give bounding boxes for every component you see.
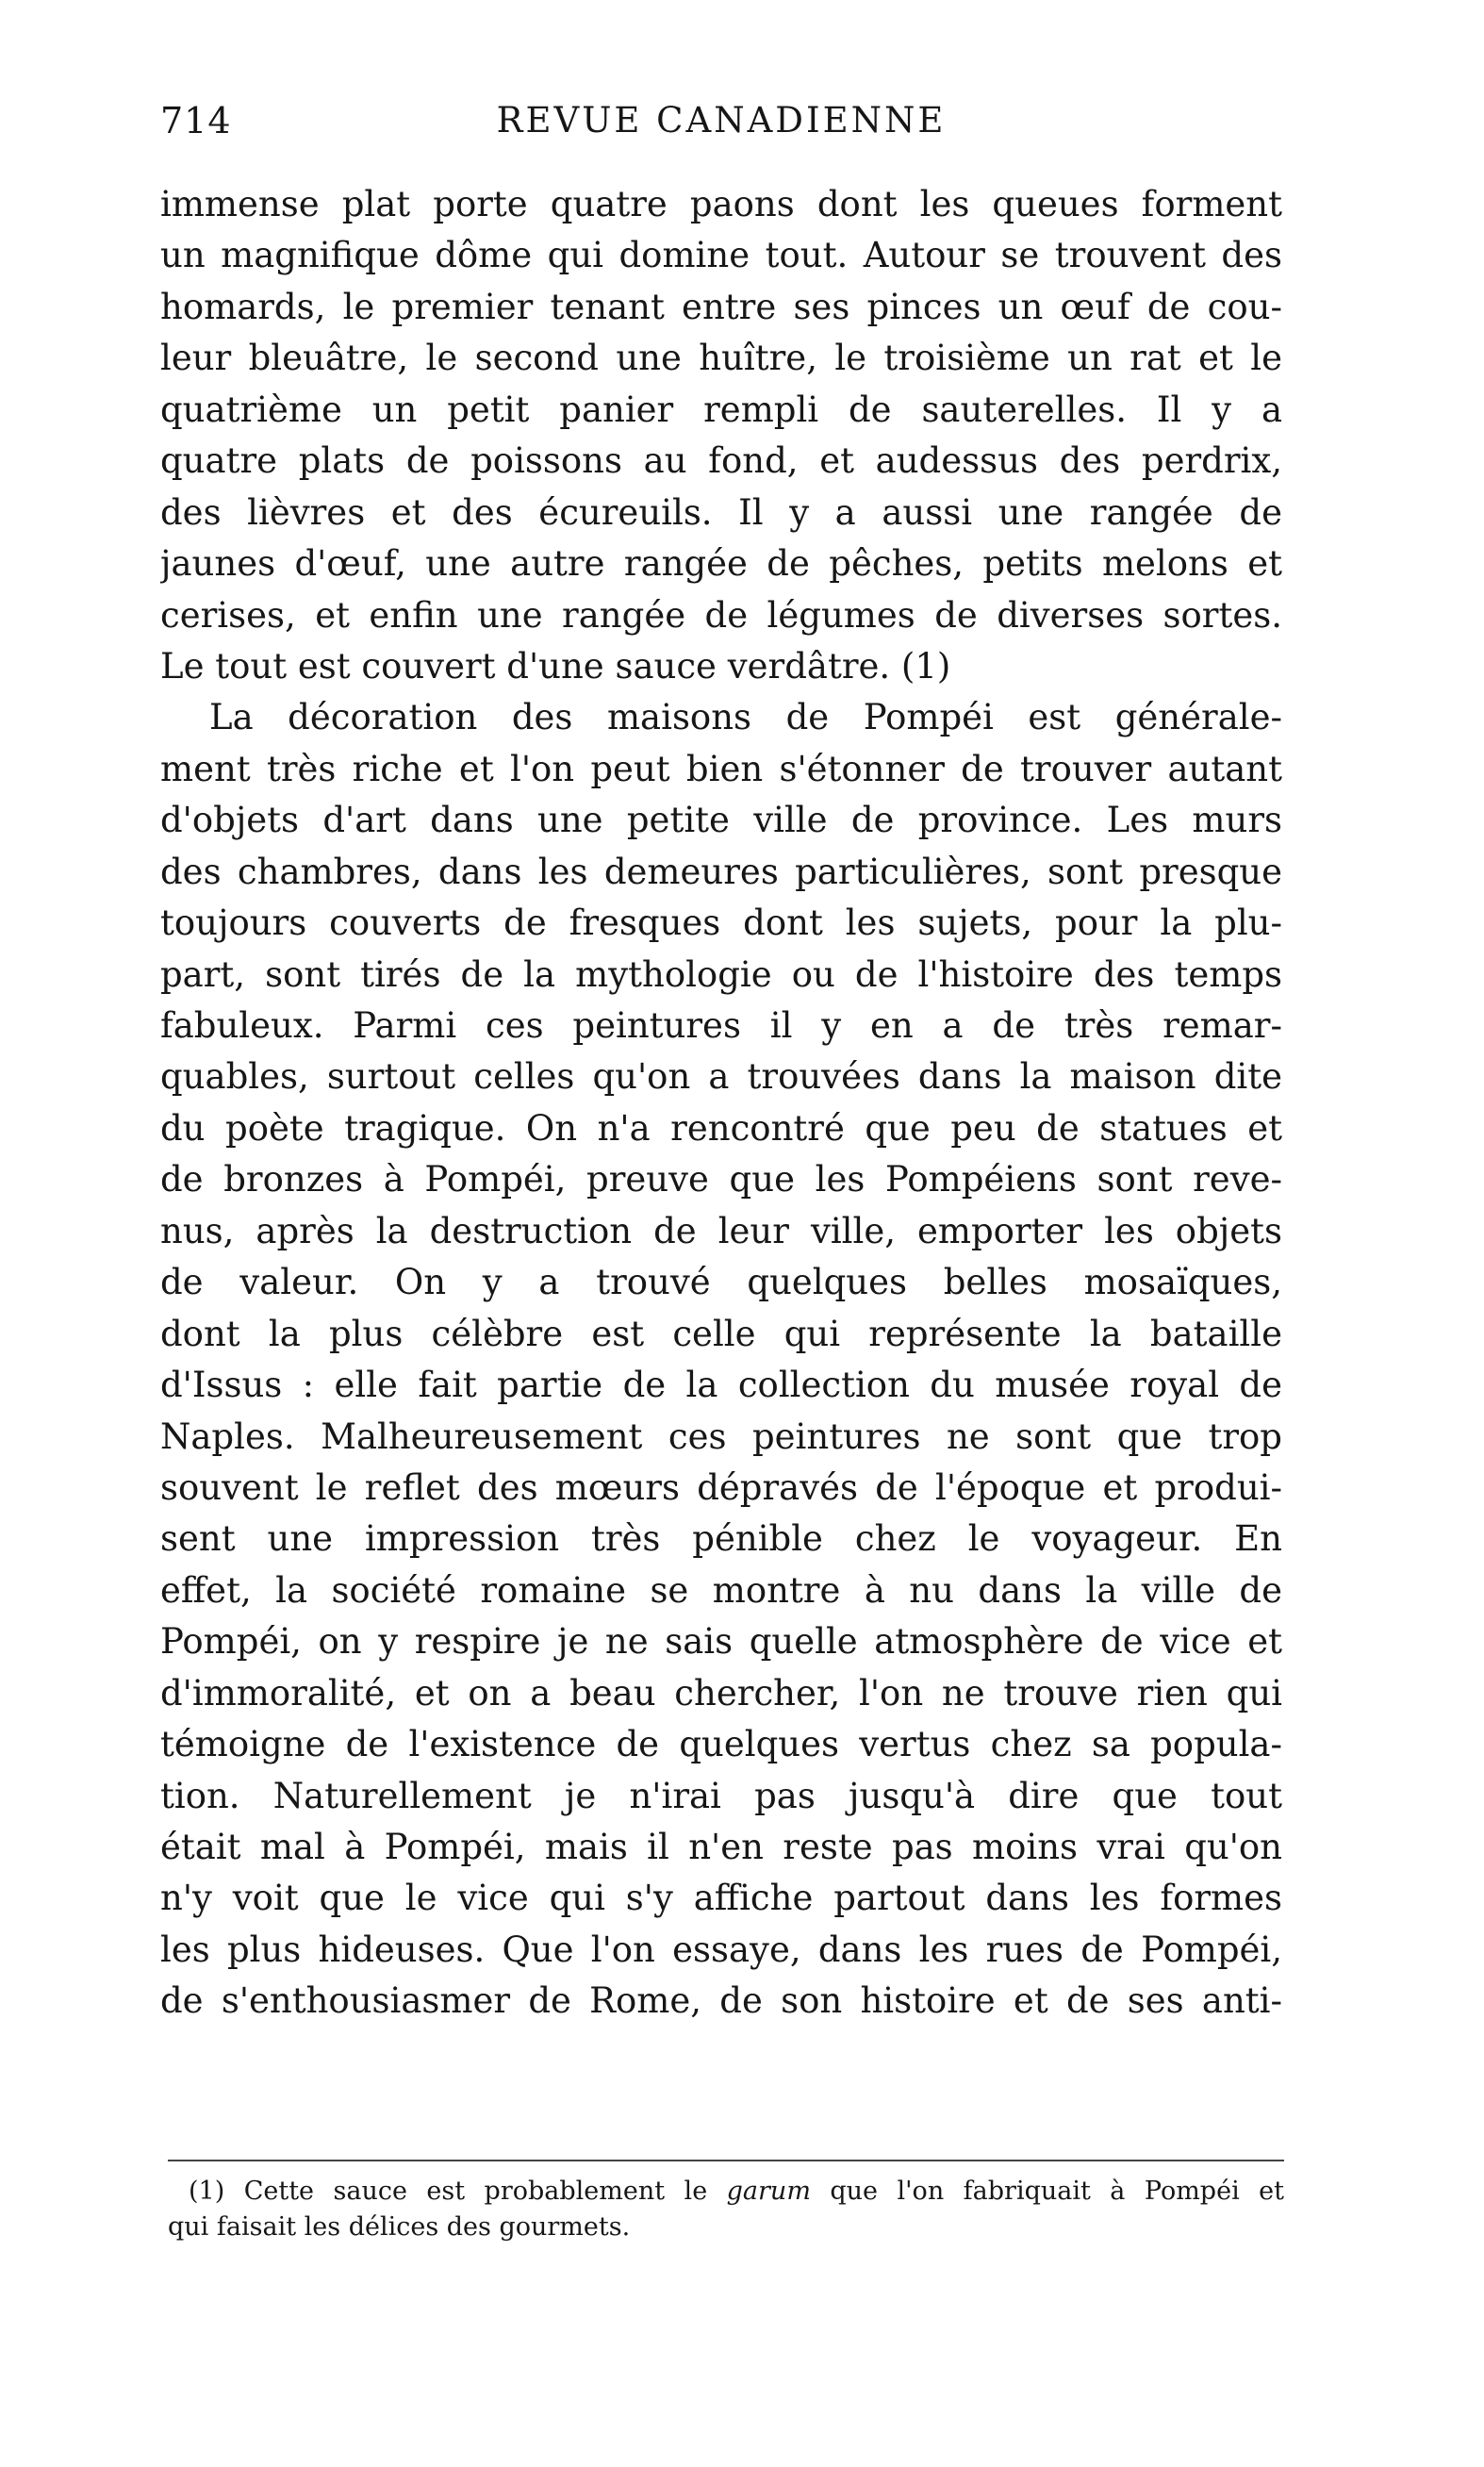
footnote-text: que l'on fabriquait à Pompéi et bbox=[810, 2177, 1284, 2206]
text-line: Naples. Malheureusement ces peintures ne sont que trop bbox=[160, 1416, 1282, 1457]
footnote-line bbox=[168, 2174, 1284, 2210]
text-line: dont la plus célèbre est celle qui représente la bataille bbox=[160, 1313, 1282, 1354]
text-line: témoigne de l'existence de quelques vertus chez sa popula- bbox=[160, 1724, 1282, 1765]
text-line: part, sont tirés de la mythologie ou de l'histoire des temps bbox=[160, 953, 1282, 995]
text-line: les plus hideuses. Que l'on essaye, dans les rues de Pompéi, bbox=[160, 1929, 1282, 1970]
paragraph-end-line: Le tout est couvert d'une sauce verdâtre. (1) bbox=[160, 645, 951, 687]
footnote-text: (1) Cette sauce est probablement le bbox=[189, 2177, 727, 2206]
text-line: tion. Naturellement je n'irai pas jusqu'à dire que tout bbox=[160, 1775, 1282, 1816]
text-line: d'immoralité, et on a beau chercher, l'on ne trouve rien qui bbox=[160, 1672, 1282, 1714]
text-line: fabuleux. Parmi ces peintures il y en a de très remar- bbox=[160, 1005, 1282, 1046]
paragraph-start-line: La décoration des maisons de Pompéi est générale- bbox=[209, 697, 1282, 738]
footnote bbox=[168, 2174, 1284, 2245]
text-line: quatrième un petit panier rempli de sauterelles. Il y a bbox=[160, 389, 1282, 430]
text-line: toujours couverts de fresques dont les sujets, pour la plu- bbox=[160, 902, 1282, 944]
text-line: d'objets d'art dans une petite ville de province. Les murs bbox=[160, 800, 1282, 841]
text-line: des chambres, dans les demeures particulières, sont presque bbox=[160, 851, 1282, 892]
text-line: effet, la société romaine se montre à nu dans la ville de bbox=[160, 1569, 1282, 1611]
text-line: de s'enthousiasmer de Rome, de son histoire et de ses anti- bbox=[160, 1980, 1282, 2022]
text-line: nus, après la destruction de leur ville, emporter les objets bbox=[160, 1210, 1282, 1251]
text-line: leur bleuâtre, le second une huître, le troisième un rat et le bbox=[160, 338, 1282, 379]
text-line: de bronzes à Pompéi, preuve que les Pompéiens sont reve- bbox=[160, 1159, 1282, 1200]
page-header bbox=[160, 100, 1282, 147]
text-line: Pompéi, on y respire je ne sais quelle atmosphère de vice et bbox=[160, 1621, 1282, 1663]
text-line: du poète tragique. On n'a rencontré que peu de statues et bbox=[160, 1107, 1282, 1149]
text-line: d'Issus : elle fait partie de la collection du musée royal de bbox=[160, 1365, 1282, 1406]
page-number: 714 bbox=[160, 100, 232, 141]
text-line: quatre plats de poissons au fond, et audessus des perdrix, bbox=[160, 440, 1282, 482]
text-line: quables, surtout celles qu'on a trouvées dans la maison dite bbox=[160, 1056, 1282, 1098]
text-line: jaunes d'œuf, une autre rangée de pêches, petits melons et bbox=[160, 543, 1282, 585]
text-line: souvent le reflet des mœurs dépravés de l'époque et produi- bbox=[160, 1466, 1282, 1508]
text-line: sent une impression très pénible chez le voyageur. En bbox=[160, 1518, 1282, 1560]
text-line: était mal à Pompéi, mais il n'en reste pas moins vrai qu'on bbox=[160, 1827, 1282, 1867]
body-text bbox=[160, 179, 1282, 2028]
text-line: ment très riche et l'on peut bien s'étonner de trouver autant bbox=[160, 748, 1282, 789]
footnote-line: qui faisait les délices des gourmets. bbox=[168, 2212, 631, 2242]
footnote-divider bbox=[168, 2160, 1284, 2161]
text-line: des lièvres et des écureuils. Il y a aussi une rangée de bbox=[160, 491, 1282, 533]
text-line: homards, le premier tenant entre ses pinces un œuf de cou- bbox=[160, 286, 1282, 327]
text-line: n'y voit que le vice qui s'y affiche partout dans les formes bbox=[160, 1878, 1282, 1919]
running-title: REVUE CANADIENNE bbox=[496, 100, 947, 141]
text-line: immense plat porte quatre paons dont les queues forment bbox=[160, 184, 1282, 224]
text-line: un magnifique dôme qui domine tout. Autour se trouvent des bbox=[160, 235, 1282, 276]
text-line: cerises, et enfin une rangée de légumes de diverses sortes. bbox=[160, 594, 1282, 636]
text-line: de valeur. On y a trouvé quelques belles mosaïques, bbox=[160, 1262, 1282, 1303]
footnote-italic-term: garum bbox=[726, 2177, 811, 2206]
